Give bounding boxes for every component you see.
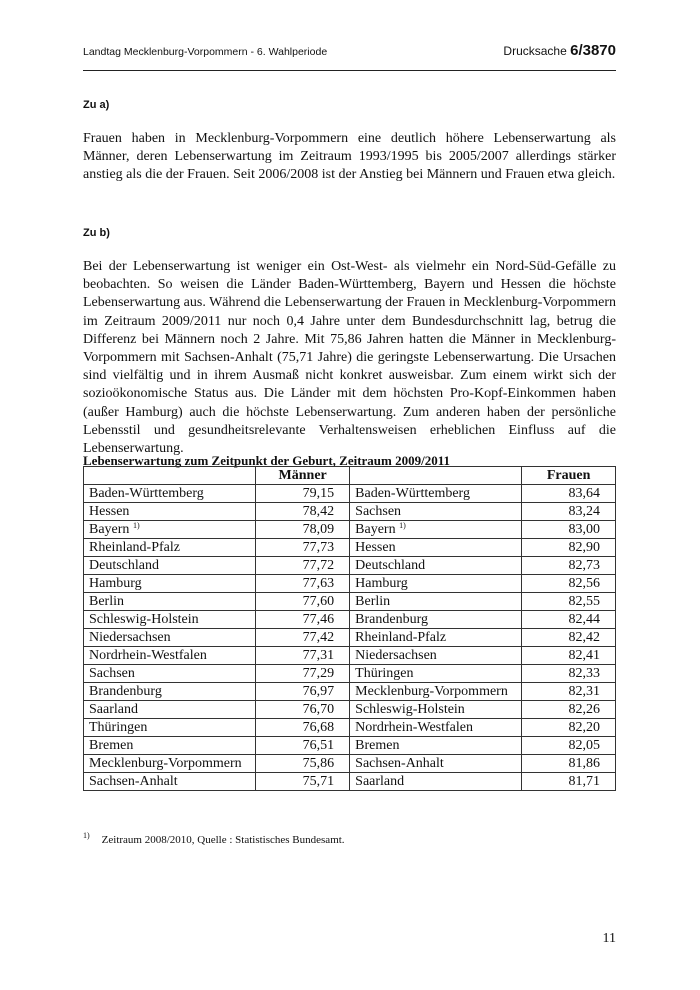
table-row (84, 611, 616, 629)
footnote-ref: 1) (399, 521, 406, 530)
men-value-text: 76,68 (302, 720, 335, 735)
women-value-text: 82,73 (568, 558, 600, 573)
women-state-text: Saarland (355, 774, 405, 789)
table-title: Lebenserwartung zum Zeitpunkt der Geburt, Zeitraum 2009/2011 (83, 453, 451, 468)
men-state-cell (84, 755, 256, 773)
women-state-cell (350, 611, 522, 629)
women-value-text: 82,33 (568, 666, 600, 681)
section-b-label: Zu b) (83, 227, 110, 239)
men-value-text: 75,86 (302, 756, 335, 771)
men-state-text: Bremen (89, 738, 134, 753)
women-value-cell (522, 755, 616, 773)
men-value-cell (256, 575, 350, 593)
women-state-cell (350, 503, 522, 521)
men-value-cell (256, 611, 350, 629)
table-row (84, 665, 616, 683)
drucksache-number: 6/3870 (570, 42, 616, 59)
men-value-text: 77,29 (302, 666, 335, 681)
footnote (83, 831, 345, 846)
women-value-text: 83,00 (568, 522, 600, 537)
header-men: Männer (256, 467, 350, 485)
men-state-cell (84, 773, 256, 791)
women-state-cell (350, 755, 522, 773)
life-expectancy-table (83, 466, 616, 791)
women-value-text: 82,56 (568, 576, 600, 591)
women-state-text: Brandenburg (355, 612, 428, 627)
table-row (84, 521, 616, 539)
men-state-cell (84, 683, 256, 701)
women-state-cell (350, 701, 522, 719)
women-state-text: Sachsen-Anhalt (355, 756, 444, 771)
men-value-cell (256, 629, 350, 647)
page-header (83, 42, 616, 71)
table-row (84, 701, 616, 719)
women-state-cell (350, 557, 522, 575)
header-empty-cell (350, 467, 522, 485)
women-value-cell (522, 575, 616, 593)
women-state-cell (350, 593, 522, 611)
table-row (84, 773, 616, 791)
women-state-text: Schleswig-Holstein (355, 702, 465, 717)
women-value-text: 83,64 (568, 486, 600, 501)
men-state-cell (84, 593, 256, 611)
men-state-cell (84, 521, 256, 539)
men-state-text: Sachsen (89, 666, 135, 681)
table-row (84, 737, 616, 755)
women-value-cell (522, 629, 616, 647)
table-row (84, 755, 616, 773)
men-state-cell (84, 737, 256, 755)
men-state-text: Bayern (89, 522, 133, 537)
men-value-text: 77,72 (302, 558, 335, 573)
men-state-cell (84, 629, 256, 647)
table-header-row (84, 467, 616, 485)
women-value-cell (522, 737, 616, 755)
women-value-cell (522, 539, 616, 557)
men-state-cell (84, 701, 256, 719)
men-state-text: Mecklenburg-Vorpommern (89, 756, 242, 771)
women-state-text: Hessen (355, 540, 396, 555)
women-value-cell (522, 665, 616, 683)
section-b-text: Bei der Lebenserwartung ist weniger ein Ost-West- als vielmehr ein Nord-Süd-Gefälle zu beobachten. So weisen die Länder Baden-Württemberg, Bayern und Hessen die höchste Lebenserwartung aus. Während die Lebenserwartung der Frauen in Mecklenburg-Vorpommern im Zeitraum 2009/2011 nur noch 0,4 Jahre unter dem Bundesdurchschnitt lag, betrug die Differenz bei Männern noch 2 Jahre. Mit 75,86 Jahren hatten die Männer in Mecklenburg-Vorpommern mit Sachsen-Anhalt (75,71 Jahre) die geringste Lebenserwartung. Die Ursachen sind vielfältig und in ihrem Ausmaß nicht konkret ausweisbar. Zum einem wirkt sich der sozioökonomische Status aus. Die Länder mit dem höchsten Pro-Kopf-Einkommen haben (außer Hamburg) auch die höchste Lebenserwartung. Zum anderen haben der persönliche Lebensstil und gesundheitsrelevante Verhaltensweisen erheblichen Einfluss auf die Lebenserwartung. (83, 259, 616, 457)
men-state-cell (84, 665, 256, 683)
women-state-text: Bayern (355, 522, 400, 537)
women-value-text: 82,55 (568, 594, 600, 609)
men-value-cell (256, 539, 350, 557)
table-row (84, 575, 616, 593)
men-state-text: Sachsen-Anhalt (89, 774, 178, 789)
men-value-cell (256, 557, 350, 575)
women-value-text: 82,44 (568, 612, 600, 627)
men-value-cell (256, 485, 350, 503)
women-value-text: 83,24 (568, 504, 600, 519)
women-state-text: Sachsen (355, 504, 402, 519)
men-value-text: 75,71 (302, 774, 335, 789)
women-state-text: Niedersachsen (355, 648, 437, 663)
women-state-text: Berlin (355, 594, 391, 609)
men-state-text: Schleswig-Holstein (89, 612, 199, 627)
women-value-cell (522, 503, 616, 521)
women-value-text: 82,41 (568, 648, 600, 663)
men-state-cell (84, 611, 256, 629)
men-state-text: Brandenburg (89, 684, 162, 699)
table-row (84, 683, 616, 701)
women-value-text: 81,71 (568, 774, 600, 789)
header-drucksache (503, 42, 616, 59)
men-value-cell (256, 503, 350, 521)
header-parliament: Landtag Mecklenburg-Vorpommern - 6. Wahlperiode (83, 46, 328, 58)
women-state-text: Nordrhein-Westfalen (355, 720, 473, 735)
women-state-text: Thüringen (355, 666, 414, 681)
women-value-text: 82,90 (568, 540, 600, 555)
men-value-text: 79,15 (302, 486, 335, 501)
women-state-cell (350, 575, 522, 593)
women-state-cell (350, 683, 522, 701)
women-state-cell (350, 521, 522, 539)
men-value-cell (256, 755, 350, 773)
header-women: Frauen (522, 467, 616, 485)
men-value-text: 77,42 (302, 630, 335, 645)
men-value-cell (256, 665, 350, 683)
men-value-cell (256, 521, 350, 539)
table-row (84, 503, 616, 521)
women-state-cell (350, 665, 522, 683)
women-state-cell (350, 647, 522, 665)
women-value-cell (522, 557, 616, 575)
men-state-cell (84, 575, 256, 593)
page-number: 11 (602, 931, 616, 946)
women-state-text: Hamburg (355, 576, 408, 591)
footnote-marker: 1) (83, 831, 90, 840)
section-a-label: Zu a) (83, 99, 110, 111)
section-a-text: Frauen haben in Mecklenburg-Vorpommern eine deutlich höhere Lebenserwartung als Männer, deren Lebenserwartung im Zeitraum 1993/1995 bis 2005/2007 allerdings stärker anstieg als die der Frauen. Seit 2006/2008 ist der Anstieg bei Männern und Frauen etwa gleich. (83, 131, 616, 183)
men-value-text: 76,97 (302, 684, 335, 699)
men-value-cell (256, 683, 350, 701)
women-value-text: 81,86 (568, 756, 600, 771)
men-state-text: Thüringen (89, 720, 148, 735)
women-value-cell (522, 647, 616, 665)
men-state-text: Rheinland-Pfalz (89, 540, 180, 555)
men-state-text: Hamburg (89, 576, 142, 591)
men-value-cell (256, 773, 350, 791)
men-state-text: Niedersachsen (89, 630, 171, 645)
men-value-text: 78,42 (302, 504, 335, 519)
women-value-cell (522, 521, 616, 539)
men-value-text: 77,63 (302, 576, 335, 591)
men-value-cell (256, 647, 350, 665)
women-state-cell (350, 737, 522, 755)
women-value-cell (522, 683, 616, 701)
women-state-cell (350, 485, 522, 503)
women-value-text: 82,20 (568, 720, 600, 735)
men-value-cell (256, 737, 350, 755)
table-row (84, 593, 616, 611)
men-state-cell (84, 485, 256, 503)
men-state-cell (84, 647, 256, 665)
men-state-cell (84, 539, 256, 557)
women-value-cell (522, 719, 616, 737)
men-state-text: Saarland (89, 702, 138, 717)
footnote-ref: 1) (132, 521, 140, 530)
men-value-cell (256, 701, 350, 719)
men-state-cell (84, 503, 256, 521)
table-row (84, 629, 616, 647)
table-row (84, 539, 616, 557)
women-value-text: 82,26 (568, 702, 600, 717)
men-value-text: 77,31 (302, 648, 335, 663)
table-row (84, 647, 616, 665)
table-row (84, 719, 616, 737)
drucksache-label: Drucksache (503, 44, 571, 58)
women-value-cell (522, 485, 616, 503)
women-state-text: Baden-Württemberg (355, 486, 470, 501)
men-state-text: Baden-Württemberg (89, 486, 204, 501)
men-value-cell (256, 719, 350, 737)
header-empty-cell (84, 467, 256, 485)
women-value-text: 82,05 (568, 738, 600, 753)
women-value-text: 82,31 (568, 684, 600, 699)
men-state-text: Berlin (89, 594, 124, 609)
women-value-cell (522, 773, 616, 791)
men-state-cell (84, 557, 256, 575)
women-state-text: Rheinland-Pfalz (355, 630, 447, 645)
women-state-cell (350, 539, 522, 557)
men-value-text: 77,46 (302, 612, 335, 627)
table-row (84, 485, 616, 503)
women-value-text: 82,42 (568, 630, 600, 645)
women-state-cell (350, 629, 522, 647)
men-value-text: 78,09 (302, 522, 335, 537)
women-state-text: Bremen (355, 738, 400, 753)
men-state-text: Nordrhein-Westfalen (89, 648, 207, 663)
table-row (84, 557, 616, 575)
men-value-cell (256, 593, 350, 611)
women-state-cell (350, 719, 522, 737)
women-state-cell (350, 773, 522, 791)
women-state-text: Mecklenburg-Vorpommern (355, 684, 508, 699)
footnote-text: Zeitraum 2008/2010, Quelle : Statistisches Bundesamt. (101, 834, 345, 846)
women-value-cell (522, 593, 616, 611)
men-state-cell (84, 719, 256, 737)
men-value-text: 76,70 (302, 702, 335, 717)
men-state-text: Deutschland (89, 558, 159, 573)
women-value-cell (522, 611, 616, 629)
men-value-text: 76,51 (302, 738, 335, 753)
men-state-text: Hessen (89, 504, 130, 519)
women-state-text: Deutschland (355, 558, 426, 573)
men-value-text: 77,60 (302, 594, 335, 609)
men-value-text: 77,73 (302, 540, 335, 555)
women-value-cell (522, 701, 616, 719)
